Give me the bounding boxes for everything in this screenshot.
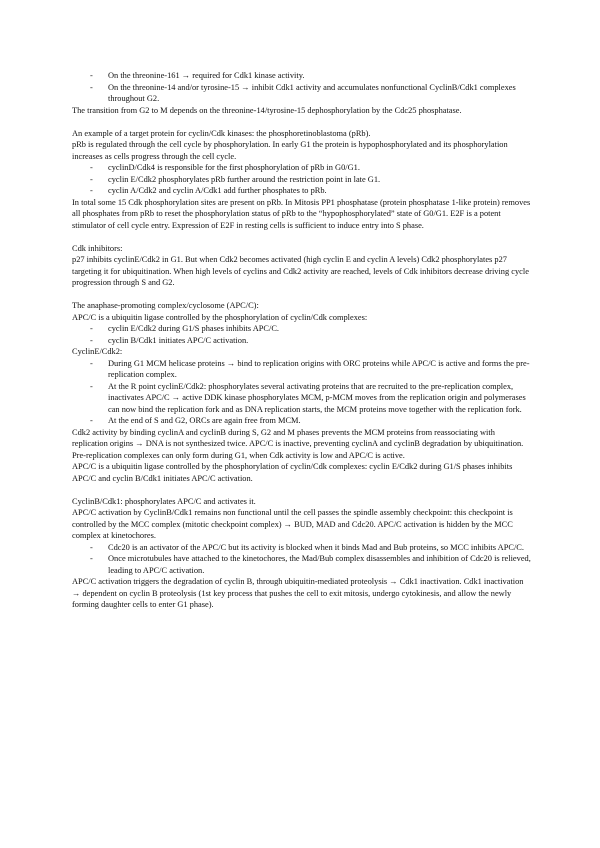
- paragraph: In total some 15 Cdk phosphorylation sites are present on pRb. In Mitosis PP1 phosphatase (protein phosphatase 1-like protein) removes all phosphates from pRb to reset the phosphorylation status of pRb to the “hypophosphorylated” state of G0/G1. E2F is a potent stimulator of cell cycle entry. Expression of E2F in resting cells is sufficient to induce entry into S phase.: [72, 197, 531, 230]
- document-page: [72, 70, 532, 611]
- paragraph: Pre-replication complexes can only form during G1, when Cdk activity is low and APC/C is active.: [72, 450, 405, 460]
- list-item: - cyclin B/Cdk1 initiates APC/C activation.: [90, 335, 249, 345]
- paragraph: APC/C activation by CyclinB/Cdk1 remains non functional until the cell passes the spindle assembly checkpoint: this checkpoint is controlled by the MCC complex (mitotic checkpoint complex) → BUD, MAD and Cdc20. APC/C activation is hidden by the MCC complex at kinetochores.: [72, 508, 513, 540]
- paragraph: APC/C is a ubiquitin ligase controlled by the phosphorylation of cyclin/Cdk complexes:: [72, 312, 368, 322]
- subheading: CyclinE/Cdk2:: [72, 347, 123, 356]
- list-item: - cyclin E/Cdk2 during G1/S phases inhibits APC/C.: [90, 324, 279, 333]
- list-item: - Cdc20 is an activator of the APC/C but its activity is blocked when it binds Mad and Bub proteins, so MCC inhibits APC/C.: [90, 542, 524, 552]
- list-item: - At the R point cyclinE/Cdk2: phosphorylates several activating proteins that are recruited to the pre-replication complex, inactivates APC/C → active DDK kinase phosphorylates MCM, p-MCM moves from the replication origin and polymerases can now bind the replication fork and as DNA replication starts, the MCM proteins move together with the replication fork.: [90, 381, 526, 414]
- list-item: - Once microtubules have attached to the kinetochores, the Mad/Bub complex disassembles and inhibition of Cdc20 is relieved, leading to APC/C activation.: [90, 554, 531, 575]
- paragraph: The transition from G2 to M depends on the threonine-14/tyrosine-15 dephosphorylation by the Cdc25 phosphatase.: [72, 105, 462, 115]
- section-heading: An example of a target protein for cyclin/Cdk kinases: the phosphoretinoblastoma (pRb).: [72, 128, 371, 138]
- paragraph: p27 inhibits cyclinE/Cdk2 in G1. But when Cdk2 becomes activated (high cyclin E and cyclin A levels) Cdk2 phosphorylates p27 targeting it for ubiquitination. When high levels of cyclins and Cdk2 activity are reached, levels of Cdk inhibitors decrease driving cycle progression through S and G2.: [72, 255, 529, 287]
- paragraph: APC/C is a ubiquitin ligase controlled by the phosphorylation of cyclin/Cdk complexes: cyclin E/Cdk2 during G1/S phases inhibits APC/C and cyclin B/Cdk1 initiates APC/C activation.: [72, 462, 513, 483]
- section-heading: The anaphase-promoting complex/cyclosome (APC/C):: [72, 301, 259, 310]
- list-item: - On the threonine-161 → required for Cdk1 kinase activity.: [90, 71, 305, 80]
- section-heading: CyclinB/Cdk1: phosphorylates APC/C and activates it.: [72, 496, 256, 506]
- paragraph: APC/C activation triggers the degradation of cyclin B, through ubiquitin-mediated proteolysis → Cdk1 inactivation. Cdk1 inactivation → dependent on cyclin B proteolysis (1st key process that pushes the cell to exit mitosis, undergo cytokinesis, and allow the newly forming daughter cells to enter G1 phase).: [72, 577, 524, 609]
- list-item: - cyclin A/Cdk2 and cyclin A/Cdk1 add further phosphates to pRb.: [90, 186, 327, 195]
- list-item: - During G1 MCM helicase proteins → bind to replication origins with ORC proteins while APC/C is active and forms the pre-replication complex.: [90, 358, 530, 379]
- list-item: - On the threonine-14 and/or tyrosine-15 → inhibit Cdk1 activity and accumulates nonfunctional CyclinB/Cdk1 complexes throughout G2.: [90, 82, 516, 103]
- section-heading: Cdk inhibitors:: [72, 243, 123, 253]
- paragraph: Cdk2 activity by binding cyclinA and cyclinB during S, G2 and M phases prevents the MCM proteins from reassociating with replication origins → DNA is not synthesized twice. APC/C is inactive, preventing cyclinA and cyclinB degradation by ubiquitination.: [72, 427, 524, 448]
- paragraph: pRb is regulated through the cell cycle by phosphorylation. In early G1 the protein is hypophosphorylated and its phosphorylation increases as cells progress through the cell cycle.: [72, 140, 508, 161]
- list-item: - At the end of S and G2, ORCs are again free from MCM.: [90, 416, 301, 425]
- list-item: - cyclin E/Cdk2 phosphorylates pRb further around the restriction point in late G1.: [90, 174, 381, 184]
- list-item: - cyclinD/Cdk4 is responsible for the first phosphorylation of pRb in G0/G1.: [90, 163, 360, 172]
